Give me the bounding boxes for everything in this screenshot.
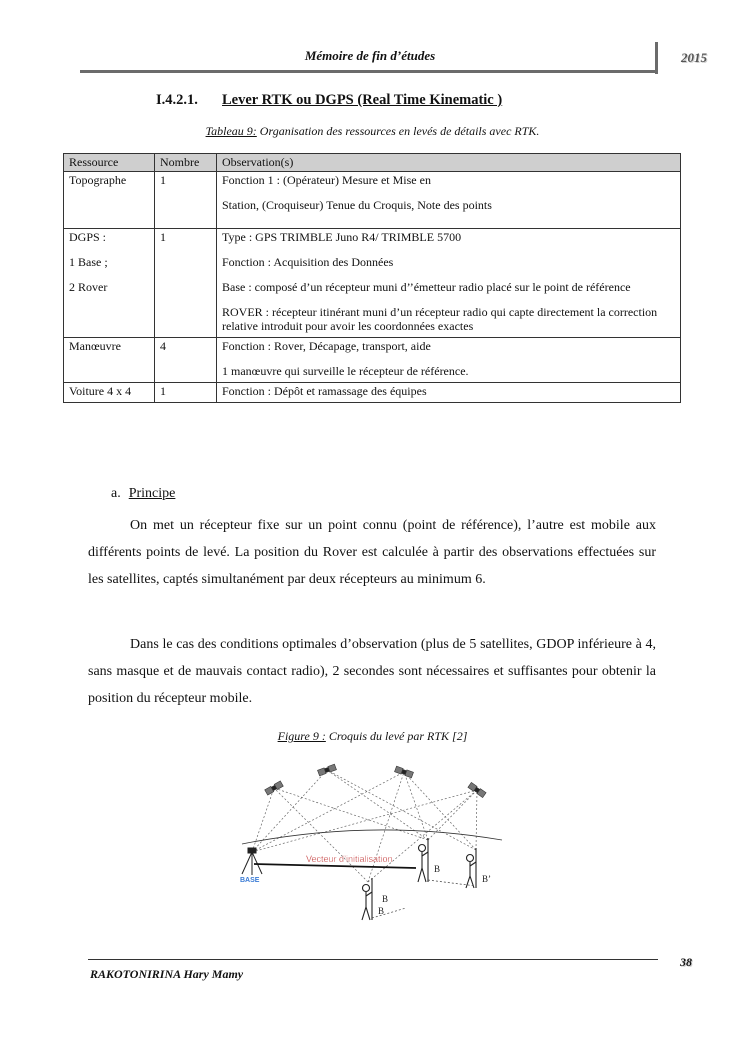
- header-title: Mémoire de fin d’études: [304, 48, 436, 63]
- point-label: B’: [482, 874, 491, 884]
- point-label: B: [434, 864, 441, 874]
- satellite-icon: [318, 764, 337, 776]
- resource-line: 1 Base ;: [69, 255, 108, 269]
- base-tripod: [242, 848, 262, 875]
- paragraph: On met un récepteur fixe sur un point connu (point de référence), l’autre est mobile aux différents points de levé. La position du Rover est calculée à partir des observations effectuées sur les satellites, captés simultanément par deux récepteurs au minimum 6.: [88, 518, 656, 587]
- base-label: BASE: [240, 877, 260, 884]
- satellite-icons: [265, 764, 486, 798]
- rtk-survey-figure: [232, 752, 514, 932]
- observation-line: Type : GPS TRIMBLE Juno R4/ TRIMBLE 5700: [222, 230, 462, 244]
- section-heading: [156, 92, 502, 109]
- resource-line: DGPS :: [69, 230, 107, 244]
- cell-observations: [217, 172, 681, 229]
- observation-line: Station, (Croquiseur) Tenue du Croquis, Note des points: [222, 198, 492, 212]
- observation-line: 1 manœuvre qui surveille le récepteur de référence.: [222, 364, 469, 378]
- header-count: Nombre: [155, 154, 217, 172]
- vector-label: Vecteur d’initialisation: [306, 854, 393, 864]
- subsection-letter: a.: [111, 486, 121, 501]
- point-label: B: [378, 906, 385, 916]
- header-rule: [80, 70, 658, 73]
- surveyor-icon: [362, 878, 372, 920]
- observation-line: Fonction : Dépôt et ramassage des équipes: [222, 384, 427, 398]
- table-header-row: [64, 154, 681, 172]
- vector-line: [254, 864, 416, 868]
- table-row: [64, 229, 681, 338]
- cell-resource: [64, 172, 155, 229]
- figure-caption-label: Figure 9 :: [277, 729, 326, 743]
- page-number: 38: [680, 955, 692, 969]
- observation-line: Base : composé d’un récepteur muni d’’émetteur radio placé sur le point de référence: [222, 280, 631, 294]
- cell-resource: [64, 383, 155, 403]
- table-row: [64, 338, 681, 383]
- cell-count: 1: [155, 229, 217, 338]
- header-year: 2015: [681, 50, 707, 65]
- header-observations: Observation(s): [217, 154, 681, 172]
- satellite-icon: [265, 781, 284, 795]
- cell-observations: [217, 229, 681, 338]
- surveyor-icon: [466, 848, 476, 888]
- point-label: B: [382, 894, 389, 904]
- point-labels: [378, 864, 491, 916]
- footer-author: RAKOTONIRINA Hary Mamy: [90, 967, 244, 981]
- paragraph: Dans le cas des conditions optimales d’observation (plus de 5 satellites, GDOP inférieure à 4, sans masque et de mauvais contact radio), 2 secondes sont nécessaires et suffisantes pour obtenir la position du récepteur mobile.: [88, 637, 656, 706]
- cell-resource: [64, 338, 155, 383]
- cell-observations: [217, 383, 681, 403]
- subsection-heading: [111, 486, 175, 502]
- cell-observations: [217, 338, 681, 383]
- cell-count: 4: [155, 338, 217, 383]
- table-row: [64, 172, 681, 229]
- resource-line: 2 Rover: [69, 280, 108, 294]
- surveyor-icon: [418, 838, 428, 882]
- observation-line: ROVER : récepteur itinérant muni d’un récepteur radio qui capte directement la correction relative introduit pour avoir les coordonnées exactes: [222, 305, 658, 333]
- subsection-title: Principe: [128, 486, 176, 501]
- resource-line: Manœuvre: [69, 339, 121, 353]
- table-row: [64, 383, 681, 403]
- resources-table: [63, 153, 681, 403]
- figure-caption-text: Croquis du levé par RTK [2]: [325, 729, 468, 743]
- cell-count: 1: [155, 383, 217, 403]
- satellite-icon: [395, 766, 414, 778]
- table-caption-text: Organisation des ressources en levés de détails avec RTK.: [256, 124, 540, 138]
- footer-rule: [88, 959, 658, 960]
- resource-line: Voiture 4 x 4: [69, 384, 132, 398]
- table-caption-label: Tableau 9:: [205, 124, 257, 138]
- section-title: Lever RTK ou DGPS (Real Time Kinematic ): [222, 92, 503, 108]
- horizon-arc: [242, 830, 502, 844]
- resource-line: Topographe: [69, 173, 127, 187]
- observation-line: Fonction : Rover, Décapage, transport, aide: [222, 339, 431, 353]
- header-separator: [655, 42, 658, 74]
- figure-caption: [0, 729, 745, 744]
- header-resource: Ressource: [64, 154, 155, 172]
- observation-line: Fonction 1 : (Opérateur) Mesure et Mise en: [222, 173, 431, 187]
- satellite-icon: [468, 782, 486, 797]
- cell-resource: [64, 229, 155, 338]
- section-number: I.4.2.1.: [156, 92, 198, 108]
- table-caption: [0, 124, 745, 139]
- observation-line: Fonction : Acquisition des Données: [222, 255, 394, 269]
- cell-count: 1: [155, 172, 217, 229]
